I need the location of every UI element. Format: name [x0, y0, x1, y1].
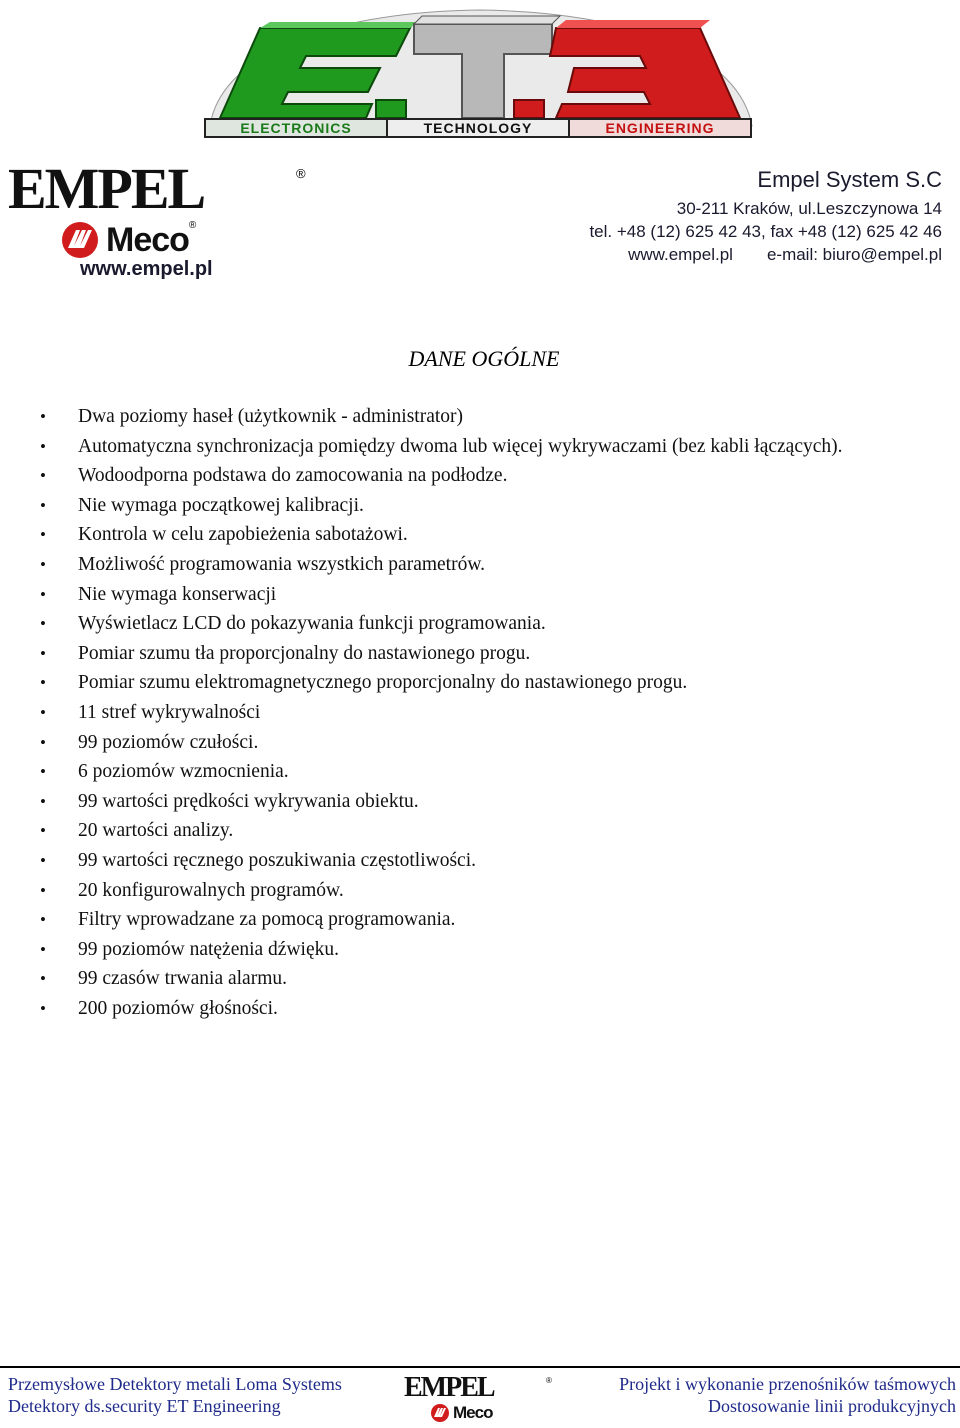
feature-item: • 6 poziomów wzmocnienia.	[40, 757, 920, 787]
feature-item: • Nie wymaga konserwacji	[40, 580, 920, 610]
company-contact	[628, 245, 942, 265]
strip-electronics: ELECTRONICS	[206, 120, 386, 136]
footer-right-line1: Projekt i wykonanie przenośników taśmowych	[619, 1374, 956, 1394]
footer-left-line2: Detektory ds.security ET Engineering	[8, 1396, 281, 1416]
ete-letter-e-red	[550, 20, 740, 118]
footer-meco-mark-icon	[430, 1403, 450, 1423]
website-link[interactable]: www.empel.pl	[80, 258, 213, 280]
feature-item: • Dwa poziomy haseł (użytkownik - administrator)	[40, 402, 920, 432]
meco-mark-icon	[60, 220, 100, 260]
feature-item: • Filtry wprowadzane za pomocą programowania.	[40, 905, 920, 935]
footer-empel-logo: EMPEL	[404, 1372, 494, 1403]
ete-logo-strip	[204, 118, 752, 138]
feature-item: • 20 konfigurowalnych programów.	[40, 876, 920, 906]
empel-logo: EMPEL	[8, 156, 205, 221]
empel-registered-mark: ®	[296, 166, 306, 181]
page-title: DANE OGÓLNE	[408, 346, 560, 371]
footer-left-line1: Przemysłowe Detektory metali Loma Systems	[8, 1374, 342, 1394]
feature-item: • Wodoodporna podstawa do zamocowania na podłodze.	[40, 461, 920, 491]
feature-item: • Możliwość programowania wszystkich parametrów.	[40, 550, 920, 580]
feature-item: • Wyświetlacz LCD do pokazywania funkcji programowania.	[40, 609, 920, 639]
meco-logo	[60, 220, 196, 260]
company-phone: tel. +48 (12) 625 42 43, fax +48 (12) 625 42 46	[589, 222, 942, 241]
company-name: Empel System S.C	[757, 167, 942, 192]
feature-item: • Nie wymaga początkowej kalibracji.	[40, 491, 920, 521]
feature-item: • Pomiar szumu tła proporcjonalny do nastawionego progu.	[40, 639, 920, 669]
feature-item: • 200 poziomów głośności.	[40, 994, 920, 1024]
footer-right-line2: Dostosowanie linii produkcyjnych	[708, 1396, 956, 1416]
meco-logo-text: Meco	[106, 220, 189, 259]
feature-item: • 99 poziomów czułości.	[40, 728, 920, 758]
strip-technology: TECHNOLOGY	[386, 120, 570, 136]
feature-item: • Pomiar szumu elektromagnetycznego proporcjonalny do nastawionego progu.	[40, 668, 920, 698]
feature-item: • Kontrola w celu zapobieżenia sabotażowi.	[40, 520, 920, 550]
company-email-link[interactable]: e-mail: biuro@empel.pl	[766, 245, 942, 264]
footer-empel-registered-mark: ®	[546, 1376, 552, 1385]
footer-divider	[0, 1366, 960, 1368]
meco-registered-mark: ®	[188, 220, 197, 231]
feature-item: • 99 poziomów natężenia dźwięku.	[40, 935, 920, 965]
feature-item: • Automatyczna synchronizacja pomiędzy dwoma lub więcej wykrywaczami (bez kabli łączących).	[40, 432, 920, 462]
strip-engineering: ENGINEERING	[570, 120, 750, 136]
feature-list	[40, 402, 920, 1023]
footer-meco-text: Meco	[453, 1403, 493, 1422]
company-address: 30-211 Kraków, ul.Leszczynowa 14	[676, 199, 942, 218]
feature-item: • 99 wartości ręcznego poszukiwania częstotliwości.	[40, 846, 920, 876]
feature-item: • 20 wartości analizy.	[40, 816, 920, 846]
footer-meco-logo	[430, 1403, 492, 1423]
feature-item: • 99 wartości prędkości wykrywania obiektu.	[40, 787, 920, 817]
feature-item: • 99 czasów trwania alarmu.	[40, 964, 920, 994]
company-web-link[interactable]: www.empel.pl	[628, 245, 733, 264]
feature-item: • 11 stref wykrywalności	[40, 698, 920, 728]
